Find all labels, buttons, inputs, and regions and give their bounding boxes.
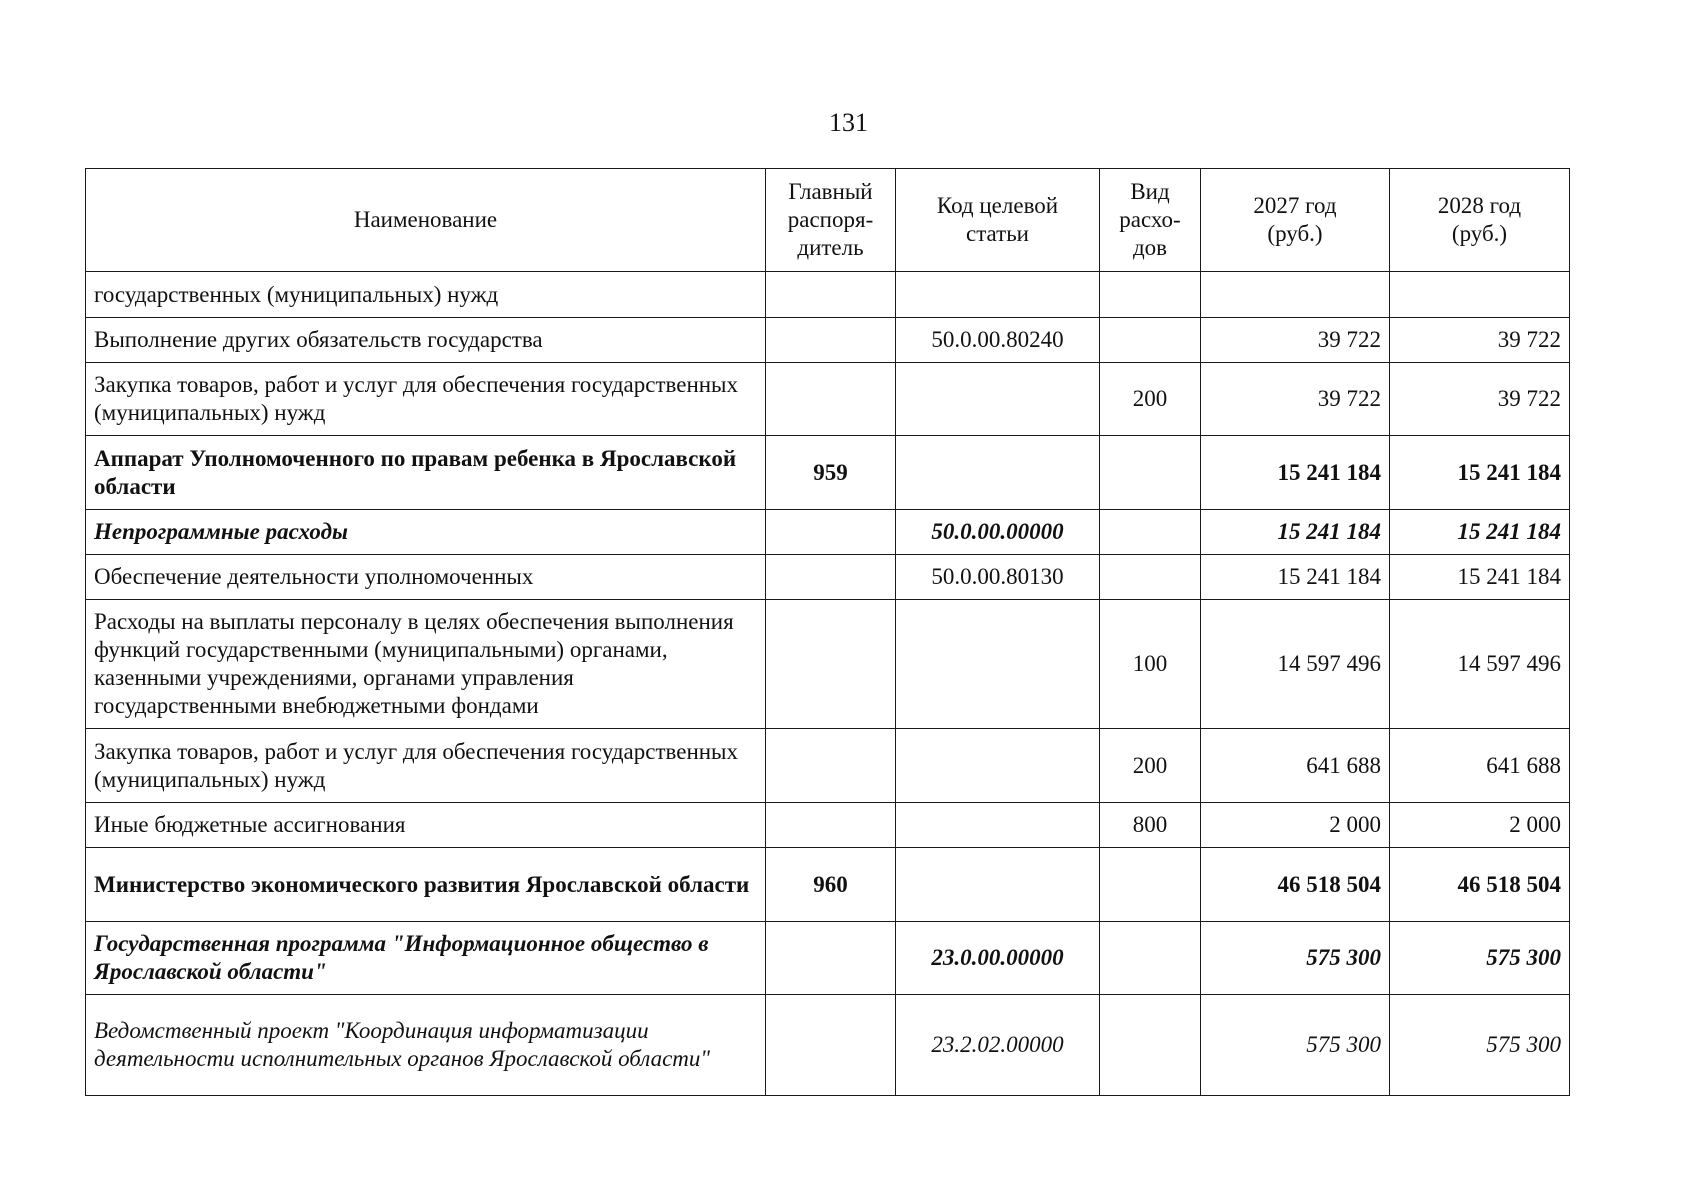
cell-target-code: 50.0.00.80130 [896,555,1100,600]
header-main-manager: Главный распоря- дитель [766,169,896,272]
cell-name: Обеспечение деятельности уполномоченных [86,555,766,600]
table-row [86,318,1570,363]
cell-2027: 15 241 184 [1201,436,1390,510]
cell-expense-type: 100 [1100,600,1201,729]
cell-target-code [896,363,1100,436]
table-row [86,803,1570,848]
cell-target-code [896,848,1100,922]
cell-expense-type [1100,510,1201,555]
cell-target-code: 23.2.02.00000 [896,995,1100,1096]
cell-2027: 39 722 [1201,363,1390,436]
budget-table [85,168,1570,1096]
cell-2028: 15 241 184 [1390,555,1570,600]
cell-main-manager [766,510,896,555]
table-row [86,729,1570,803]
cell-main-manager [766,318,896,363]
cell-name: Непрограммные расходы [86,510,766,555]
cell-2027: 39 722 [1201,318,1390,363]
cell-2028: 15 241 184 [1390,510,1570,555]
table-row [86,600,1570,729]
cell-2028: 15 241 184 [1390,436,1570,510]
cell-target-code [896,436,1100,510]
cell-target-code: 23.0.00.00000 [896,922,1100,995]
cell-main-manager [766,995,896,1096]
header-name: Наименование [86,169,766,272]
cell-expense-type [1100,922,1201,995]
cell-expense-type [1100,318,1201,363]
cell-name: Расходы на выплаты персоналу в целях обеспечения выполнения функций государственными (муниципальными) органами, казенными учреждениями, органами управления государственными внебюджетными фондами [86,600,766,729]
cell-2028: 39 722 [1390,318,1570,363]
cell-main-manager [766,555,896,600]
cell-main-manager [766,363,896,436]
cell-target-code: 50.0.00.80240 [896,318,1100,363]
cell-2027: 575 300 [1201,995,1390,1096]
table-row [86,922,1570,995]
cell-expense-type: 800 [1100,803,1201,848]
cell-2028 [1390,272,1570,318]
cell-name: Аппарат Уполномоченного по правам ребенка в Ярославской области [86,436,766,510]
cell-2027: 14 597 496 [1201,600,1390,729]
header-2027: 2027 год (руб.) [1201,169,1390,272]
cell-2028: 14 597 496 [1390,600,1570,729]
cell-main-manager [766,600,896,729]
table-row [86,436,1570,510]
cell-target-code [896,272,1100,318]
cell-expense-type [1100,555,1201,600]
cell-name: Государственная программа "Информационное общество в Ярославской области" [86,922,766,995]
cell-2027: 641 688 [1201,729,1390,803]
cell-name: Ведомственный проект "Координация информатизации деятельности исполнительных органов Ярославской области" [86,995,766,1096]
table-row [86,995,1570,1096]
cell-2028: 575 300 [1390,922,1570,995]
cell-name: государственных (муниципальных) нужд [86,272,766,318]
cell-2027: 15 241 184 [1201,555,1390,600]
cell-expense-type [1100,848,1201,922]
cell-2028: 46 518 504 [1390,848,1570,922]
header-expense-type: Вид расхо- дов [1100,169,1201,272]
cell-target-code [896,729,1100,803]
cell-expense-type: 200 [1100,363,1201,436]
cell-2028: 39 722 [1390,363,1570,436]
cell-2028: 641 688 [1390,729,1570,803]
cell-name: Закупка товаров, работ и услуг для обеспечения государственных (муниципальных) нужд [86,729,766,803]
cell-expense-type [1100,272,1201,318]
cell-main-manager [766,729,896,803]
header-2028: 2028 год (руб.) [1390,169,1570,272]
cell-2027: 46 518 504 [1201,848,1390,922]
cell-name: Иные бюджетные ассигнования [86,803,766,848]
cell-target-code: 50.0.00.00000 [896,510,1100,555]
cell-main-manager: 960 [766,848,896,922]
cell-expense-type: 200 [1100,729,1201,803]
table-row [86,555,1570,600]
cell-2027: 575 300 [1201,922,1390,995]
cell-target-code [896,803,1100,848]
cell-main-manager [766,922,896,995]
cell-2027: 2 000 [1201,803,1390,848]
table-row [86,848,1570,922]
cell-2028: 575 300 [1390,995,1570,1096]
cell-name: Закупка товаров, работ и услуг для обеспечения государственных (муниципальных) нужд [86,363,766,436]
cell-main-manager [766,272,896,318]
cell-name: Министерство экономического развития Ярославской области [86,848,766,922]
cell-main-manager [766,803,896,848]
cell-main-manager: 959 [766,436,896,510]
cell-2027 [1201,272,1390,318]
cell-target-code [896,600,1100,729]
cell-2027: 15 241 184 [1201,510,1390,555]
cell-2028: 2 000 [1390,803,1570,848]
cell-name: Выполнение других обязательств государства [86,318,766,363]
table-row [86,272,1570,318]
page-number: 131 [829,108,868,137]
header-row [86,169,1570,272]
table-row [86,510,1570,555]
cell-expense-type [1100,995,1201,1096]
header-target-code: Код целевой статьи [896,169,1100,272]
cell-expense-type [1100,436,1201,510]
table-row [86,363,1570,436]
